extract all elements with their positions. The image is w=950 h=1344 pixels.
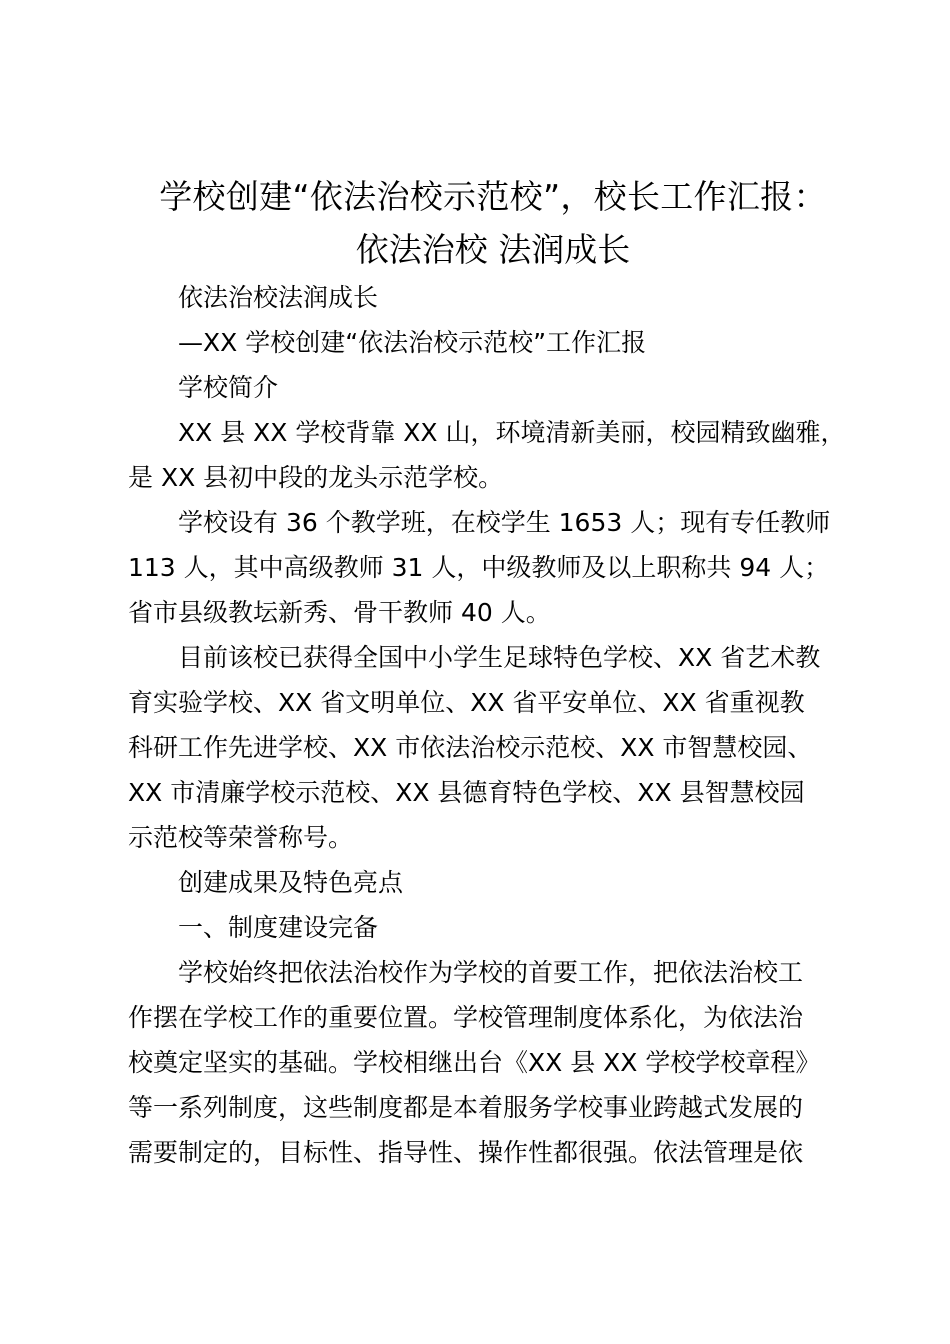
- section-heading-intro: 学校简介: [178, 373, 279, 402]
- paragraph-3-line-2: 育实验学校、XX 省文明单位、XX 省平安单位、XX 省重视教: [128, 688, 805, 717]
- section-heading-achievements: 创建成果及特色亮点: [178, 868, 404, 897]
- paragraph-4-line-5: 需要制定的，目标性、指导性、操作性都很强。依法管理是依: [128, 1138, 804, 1167]
- paragraph-1-line-1: XX 县 XX 学校背靠 XX 山，环境清新美丽，校园精致幽雅，: [178, 418, 846, 447]
- document-title: [128, 170, 858, 276]
- section-heading-system: 一、制度建设完备: [178, 913, 379, 942]
- paragraph-3-line-3: 科研工作先进学校、XX 市依法治校示范校、XX 市智慧校园、: [128, 733, 813, 762]
- paragraph-1-line-2: 是 XX 县初中段的龙头示范学校。: [128, 463, 504, 492]
- paragraph-2-line-3: 省市县级教坛新秀、骨干教师 40 人。: [128, 598, 551, 627]
- paragraph-3-line-1: 目前该校已获得全国中小学生足球特色学校、XX 省艺术教: [178, 643, 821, 672]
- paragraph-4-line-4: 等一系列制度，这些制度都是本着服务学校事业跨越式发展的: [128, 1093, 804, 1122]
- paragraph-4-line-2: 作摆在学校工作的重要位置。学校管理制度体系化，为依法治: [128, 1003, 804, 1032]
- paragraph-3-line-4: XX 市清廉学校示范校、XX 县德育特色学校、XX 县智慧校园: [128, 778, 805, 807]
- report-subtitle: —XX 学校创建“依法治校示范校”工作汇报: [178, 328, 647, 357]
- paragraph-2-line-1: 学校设有 36 个教学班，在校学生 1653 人；现有专任教师: [178, 508, 831, 537]
- paragraph-2-line-2: 113 人，其中高级教师 31 人，中级教师及以上职称共 94 人；: [128, 553, 830, 582]
- paragraph-4-line-3: 校奠定坚实的基础。学校相继出台《XX 县 XX 学校学校章程》: [128, 1048, 821, 1077]
- paragraph-3-line-5: 示范校等荣誉称号。: [128, 823, 354, 852]
- subtitle-heading: 依法治校法润成长: [178, 283, 379, 312]
- title-line-1: 学校创建“依法治校示范校”，校长工作汇报：: [159, 177, 827, 216]
- document-body: [128, 275, 846, 1175]
- title-line-2: 依法治校 法润成长: [355, 230, 631, 269]
- paragraph-4-line-1: 学校始终把依法治校作为学校的首要工作，把依法治校工: [178, 958, 804, 987]
